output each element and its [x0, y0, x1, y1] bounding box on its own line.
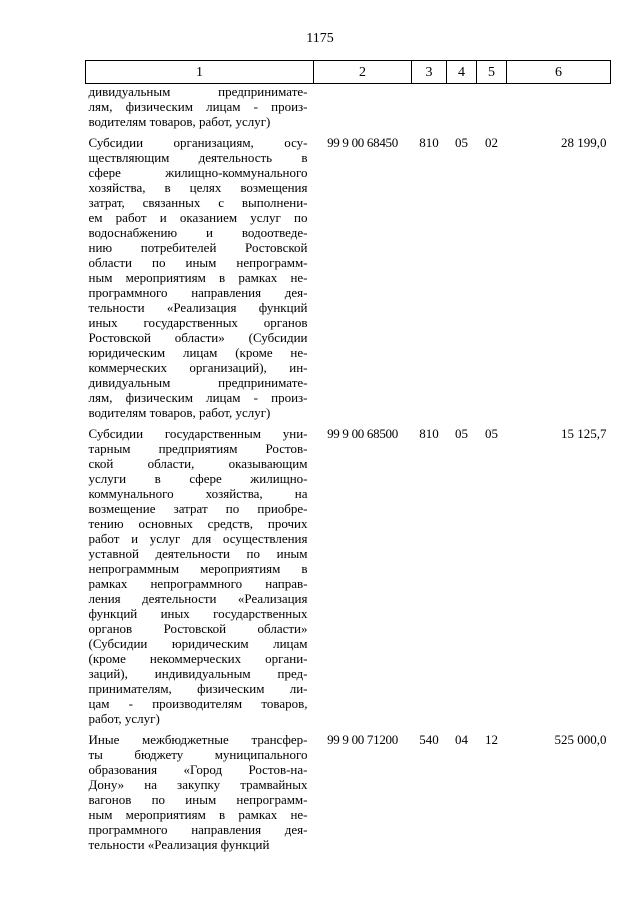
column-header-1: 1 — [86, 61, 314, 84]
description-line: ем работ и оказанием услуг по — [88, 210, 308, 225]
subsection-code: 12 — [485, 732, 498, 747]
description-line: дивидуальным предпринимате- — [88, 84, 308, 99]
description-line: водоснабжению и водоотведе- — [88, 225, 308, 240]
description-line: возмещение затрат по приобре- — [88, 501, 308, 516]
description-line: образования «Город Ростов-на- — [88, 762, 308, 777]
description-line: ществляющим деятельность в — [88, 150, 308, 165]
description-line: рамках непрограммного направ- — [88, 576, 308, 591]
description-line: непрограммным мероприятиям в — [88, 561, 308, 576]
description-line: (Субсидии юридическим лицам — [88, 636, 308, 651]
description-line: Субсидии организациям, осу- — [88, 135, 308, 150]
description-line: ления деятельности «Реализация — [88, 591, 308, 606]
description-line: ным мероприятиям в рамках не- — [88, 270, 308, 285]
description-line: заций), индивидуальным пред- — [88, 666, 308, 681]
section-code: 05 — [455, 135, 468, 150]
description-line: тельности «Реализация функций — [88, 300, 308, 315]
table-row — [86, 732, 611, 858]
description-line: работ и услуг для осуществления — [88, 531, 308, 546]
row-description — [86, 135, 314, 426]
description-line: тарным предприятиям Ростов- — [88, 441, 308, 456]
page-number: 1175 — [306, 31, 334, 46]
description-line: принимателям, физическим ли- — [88, 681, 308, 696]
table-row — [86, 84, 611, 136]
column-header-5: 5 — [477, 61, 507, 84]
description-line: цам - производителям товаров, — [88, 696, 308, 711]
amount-value: 525 000,0 — [554, 732, 607, 747]
section-code: 04 — [455, 732, 468, 747]
description-line: лям, физическим лицам - произ- — [88, 390, 308, 405]
table-row — [86, 426, 611, 732]
column-header-4: 4 — [447, 61, 477, 84]
target-article-code: 99 9 00 71200 — [327, 732, 398, 747]
description-line: услуги в сфере жилищно- — [88, 471, 308, 486]
description-line: иных государственных органов — [88, 315, 308, 330]
section-code: 05 — [455, 426, 468, 441]
subsection-code: 05 — [485, 426, 498, 441]
description-line: хозяйства, в целях возмещения — [88, 180, 308, 195]
section-code — [447, 84, 477, 136]
description-line: коммерческих организаций), ин- — [88, 360, 308, 375]
target-article-code — [314, 84, 412, 136]
description-line: водителям товаров, работ, услуг) — [88, 405, 271, 420]
description-line: функций иных государственных — [88, 606, 308, 621]
description-line: Ростовской области» (Субсидии — [88, 330, 308, 345]
description-line: лям, физическим лицам - произ- — [88, 99, 308, 114]
expense-type-code — [412, 84, 447, 136]
description-line: коммунального хозяйства, на — [88, 486, 308, 501]
column-header-3: 3 — [412, 61, 447, 84]
description-line: работ, услуг) — [88, 711, 160, 726]
column-header-6: 6 — [507, 61, 611, 84]
target-article-code: 99 9 00 68500 — [327, 426, 398, 441]
expense-type-code: 810 — [419, 426, 439, 441]
description-line: сфере жилищно-коммунального — [88, 165, 308, 180]
budget-table — [85, 60, 611, 858]
table-body — [86, 84, 611, 859]
description-line: тельности «Реализация функций — [88, 837, 270, 852]
description-line: затрат, связанных с выполнени- — [88, 195, 308, 210]
description-line: Субсидии государственным уни- — [88, 426, 308, 441]
description-line: области по иным непрограмм- — [88, 255, 308, 270]
description-line: вагонов по иным непрограмм- — [88, 792, 308, 807]
subsection-code: 02 — [485, 135, 498, 150]
table-header-row — [86, 61, 611, 84]
description-line: ты бюджету муниципального — [88, 747, 308, 762]
description-line: ным мероприятиям в рамках не- — [88, 807, 308, 822]
description-line: органов Ростовской области» — [88, 621, 308, 636]
description-line: тению основных средств, прочих — [88, 516, 308, 531]
description-line: Дону» на закупку трамвайных — [88, 777, 308, 792]
description-line: ской области, оказывающим — [88, 456, 308, 471]
row-description — [86, 426, 314, 732]
description-line: водителям товаров, работ, услуг) — [88, 114, 271, 129]
subsection-code — [477, 84, 507, 136]
row-description — [86, 84, 314, 136]
description-line: программного направления дея- — [88, 285, 308, 300]
table-row — [86, 135, 611, 426]
amount-value: 28 199,0 — [561, 135, 607, 150]
description-line: Иные межбюджетные трансфер- — [88, 732, 308, 747]
amount-value — [507, 84, 611, 136]
description-line: (кроме некоммерческих органи- — [88, 651, 308, 666]
row-description — [86, 732, 314, 858]
expense-type-code: 810 — [419, 135, 439, 150]
column-header-2: 2 — [314, 61, 412, 84]
target-article-code: 99 9 00 68450 — [327, 135, 398, 150]
description-line: уставной деятельности по иным — [88, 546, 308, 561]
description-line: нию потребителей Ростовской — [88, 240, 308, 255]
description-line: программного направления дея- — [88, 822, 308, 837]
amount-value: 15 125,7 — [561, 426, 607, 441]
description-line: дивидуальным предпринимате- — [88, 375, 308, 390]
expense-type-code: 540 — [419, 732, 439, 747]
description-line: юридическим лицам (кроме не- — [88, 345, 308, 360]
